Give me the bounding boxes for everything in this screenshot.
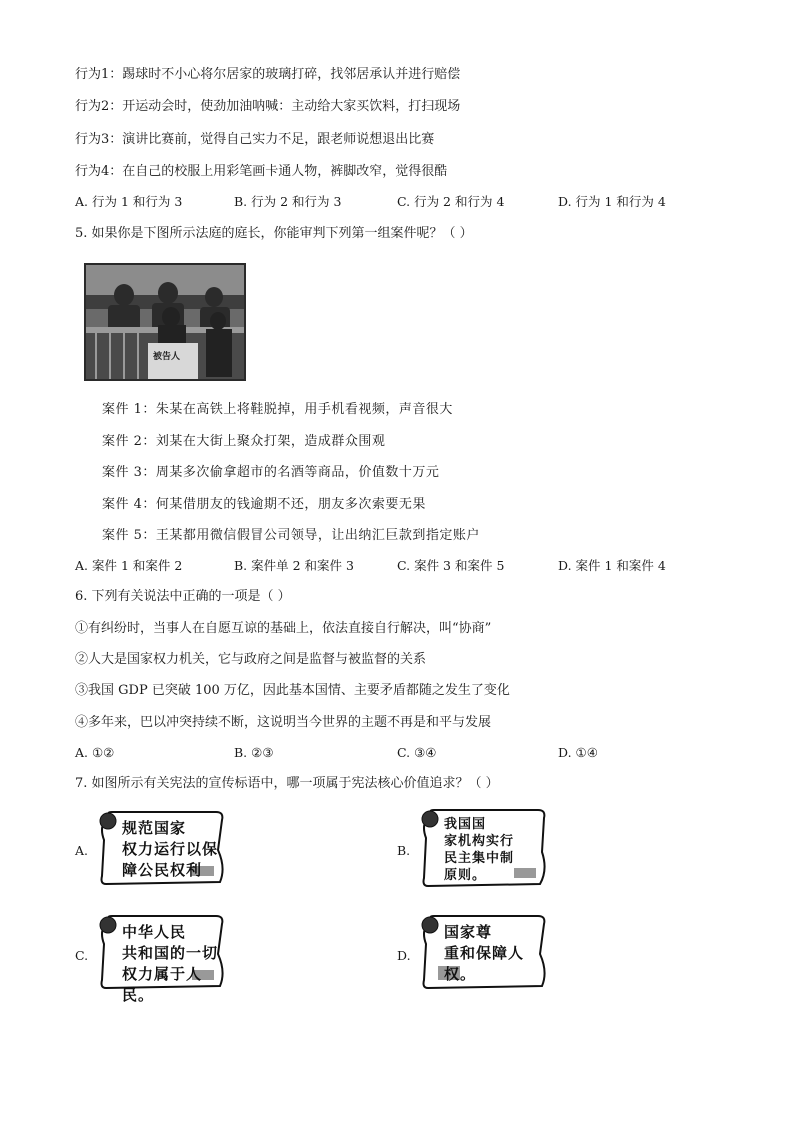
q7-sign-a bbox=[96, 810, 228, 886]
q6-statement-3: ③我国 GDP 已突破 100 万亿，因此基本国情、主要矛盾都随之发生了变化 bbox=[75, 683, 510, 698]
q7-option-a-label: A. bbox=[75, 843, 89, 858]
defendant-label: 被告人 bbox=[153, 352, 181, 362]
q7-sign-c bbox=[96, 914, 228, 1004]
case-4: 案件 4：何某借朋友的钱逾期不还，朋友多次索要无果 bbox=[102, 497, 426, 512]
q5-stem: 5. 如果你是下图所示法庭的庭长，你能审判下列第一组案件呢？（ ） bbox=[75, 226, 473, 241]
case-1: 案件 1：朱某在高铁上将鞋脱掉，用手机看视频，声音很大 bbox=[102, 402, 453, 417]
q4-option-a: A. 行为 1 和行为 3 bbox=[75, 194, 183, 209]
slogan-d: 国家尊 重和保障人 权。 bbox=[444, 923, 525, 983]
q5-option-d: D. 案件 1 和案件 4 bbox=[558, 558, 666, 573]
q7-option-c-label: C. bbox=[75, 948, 89, 963]
q6-option-a: A. ①② bbox=[75, 745, 115, 760]
case-2: 案件 2：刘某在大街上聚众打架，造成群众围观 bbox=[102, 434, 386, 449]
behavior-2: 行为2：开运动会时，使劲加油呐喊：主动给大家买饮料，打扫现场 bbox=[75, 99, 461, 114]
behavior-3: 行为3：演讲比赛前，觉得自己实力不足，跟老师说想退出比赛 bbox=[75, 132, 435, 147]
q6-statement-2: ②人大是国家权力机关，它与政府之间是监督与被监督的关系 bbox=[75, 652, 427, 667]
q7-option-b-label: B. bbox=[397, 843, 411, 858]
q6-option-d: D. ①④ bbox=[558, 745, 598, 760]
q7-sign-d bbox=[418, 914, 550, 990]
case-5: 案件 5：王某都用微信假冒公司领导，让出纳汇巨款到指定账户 bbox=[102, 528, 480, 543]
q5-option-c: C. 案件 3 和案件 5 bbox=[397, 558, 505, 573]
q7-stem: 7. 如图所示有关宪法的宣传标语中，哪一项属于宪法核心价值追求？（ ） bbox=[75, 776, 499, 791]
slogan-b: 我国国 家机构实行 民主集中制 原则。 bbox=[444, 817, 515, 883]
slogan-c: 中华人民 共和国的一切 权力属于人民。 bbox=[122, 923, 219, 1004]
q7-sign-b bbox=[418, 808, 550, 888]
slogan-a: 规范国家 权力运行以保 障公民权利 bbox=[122, 819, 219, 879]
q7-option-d-label: D. bbox=[397, 948, 411, 963]
case-3: 案件 3：周某多次偷拿超市的名酒等商品，价值数十万元 bbox=[102, 465, 440, 480]
q5-option-b: B. 案件单 2 和案件 3 bbox=[234, 558, 354, 573]
q6-stem: 6. 下列有关说法中正确的一项是（ ） bbox=[75, 589, 291, 604]
q5-option-a: A. 案件 1 和案件 2 bbox=[75, 558, 183, 573]
q4-option-c: C. 行为 2 和行为 4 bbox=[397, 194, 505, 209]
q4-option-d: D. 行为 1 和行为 4 bbox=[558, 194, 666, 209]
behavior-4: 行为4：在自己的校服上用彩笔画卡通人物，裤脚改窄，觉得很酷 bbox=[75, 164, 448, 179]
q4-option-b: B. 行为 2 和行为 3 bbox=[234, 194, 342, 209]
q6-statement-4: ④多年来，巴以冲突持续不断，这说明当今世界的主题不再是和平与发展 bbox=[75, 715, 492, 730]
courtroom-photo bbox=[84, 263, 246, 381]
q6-statement-1: ①有纠纷时，当事人在自愿互谅的基础上，依法直接自行解决，叫“协商” bbox=[75, 621, 492, 636]
behavior-1: 行为1：踢球时不小心将尔居家的玻璃打碎，找邻居承认并进行赔偿 bbox=[75, 67, 461, 82]
q6-option-c: C. ③④ bbox=[397, 745, 437, 760]
q6-option-b: B. ②③ bbox=[234, 745, 274, 760]
